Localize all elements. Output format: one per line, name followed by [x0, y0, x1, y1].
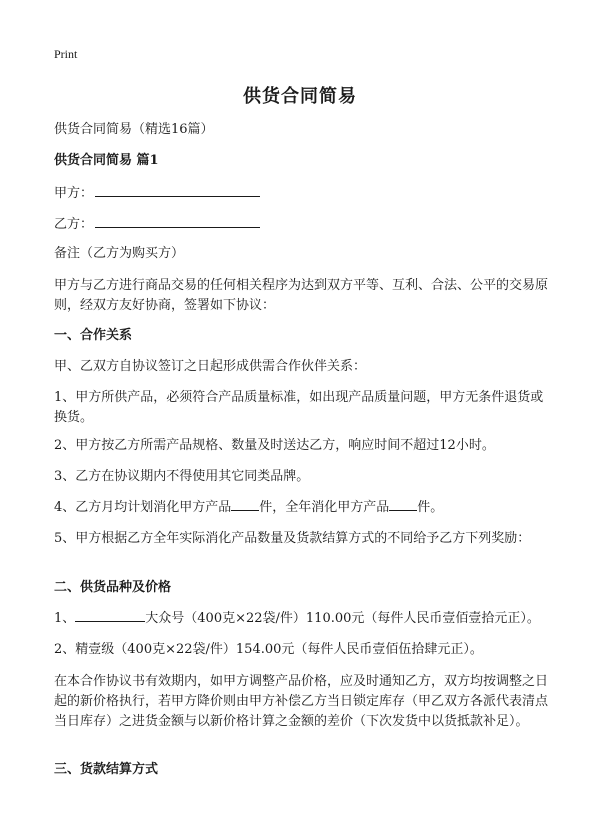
intro-paragraph: 甲方与乙方进行商品交易的任何相关程序为达到双方平等、互利、合法、公平的交易原则，经双方友好协商，签署如下协议： [54, 278, 549, 313]
heading-payment: 三、货款结算方式 [54, 762, 159, 777]
price-item-1-number: 1、 [54, 611, 76, 626]
clause-5: 5、甲方根据乙方全年实际消化产品数量及货款结算方式的不同给予乙方下列奖励： [54, 531, 531, 546]
clause-4-part-2: 件，全年消化甲方产品 [259, 500, 390, 515]
document-title: 供货合同简易 [243, 86, 357, 107]
heading-products-prices: 二、供货品种及价格 [54, 580, 172, 595]
clause-4-blank-2 [389, 498, 417, 511]
cooperation-paragraph: 甲、乙双方自协议签订之日起形成供需合作伙伴关系： [54, 359, 367, 374]
price-item-2: 2、精壹级（400克×22袋/件）154.00元（每件人民币壹佰伍拾肆元正）。 [54, 642, 483, 657]
note-text: 备注（乙方为购买方） [54, 246, 185, 261]
price-item-1-blank [75, 609, 145, 622]
clause-4 [54, 498, 443, 518]
party-a-line [54, 182, 260, 204]
party-b-label: 乙方： [54, 217, 94, 232]
clause-2: 2、甲方按乙方所需产品规格、数量及时送达乙方，响应时间不超过12小时。 [54, 438, 495, 453]
heading-cooperation: 一、合作关系 [54, 328, 133, 343]
clause-4-part-1: 4、乙方月均计划消化甲方产品 [54, 500, 232, 515]
party-a-label: 甲方： [54, 186, 94, 201]
section-heading: 供货合同简易 篇1 [54, 153, 159, 168]
party-a-blank [95, 182, 260, 197]
price-item-1 [54, 609, 540, 629]
party-b-line [54, 213, 260, 235]
clause-3: 3、乙方在协议期内不得使用其它同类品牌。 [54, 469, 310, 484]
print-label: Print [54, 47, 78, 61]
party-b-blank [95, 213, 260, 228]
price-adjust-paragraph: 在本合作协议书有效期内，如甲方调整产品价格，应及时通知乙方，双方均按调整之日起的新价格执行，若甲方降价则由甲方补偿乙方当日锁定库存（甲乙双方各派代表清点当日库存）之进货金额与以新价格计算之金额的差价（下次发货中以货抵款补足）。 [54, 674, 549, 729]
document-subtitle: 供货合同简易（精选16篇） [54, 122, 214, 137]
clause-4-blank-1 [231, 498, 259, 511]
clause-1: 1、甲方所供产品，必须符合产品质量标准，如出现产品质量问题，甲方无条件退货或换货。 [54, 390, 544, 425]
clause-4-part-3: 件。 [417, 500, 444, 515]
price-item-1-text: 大众号（400克×22袋/件）110.00元（每件人民币壹佰壹拾元正）。 [145, 611, 540, 626]
